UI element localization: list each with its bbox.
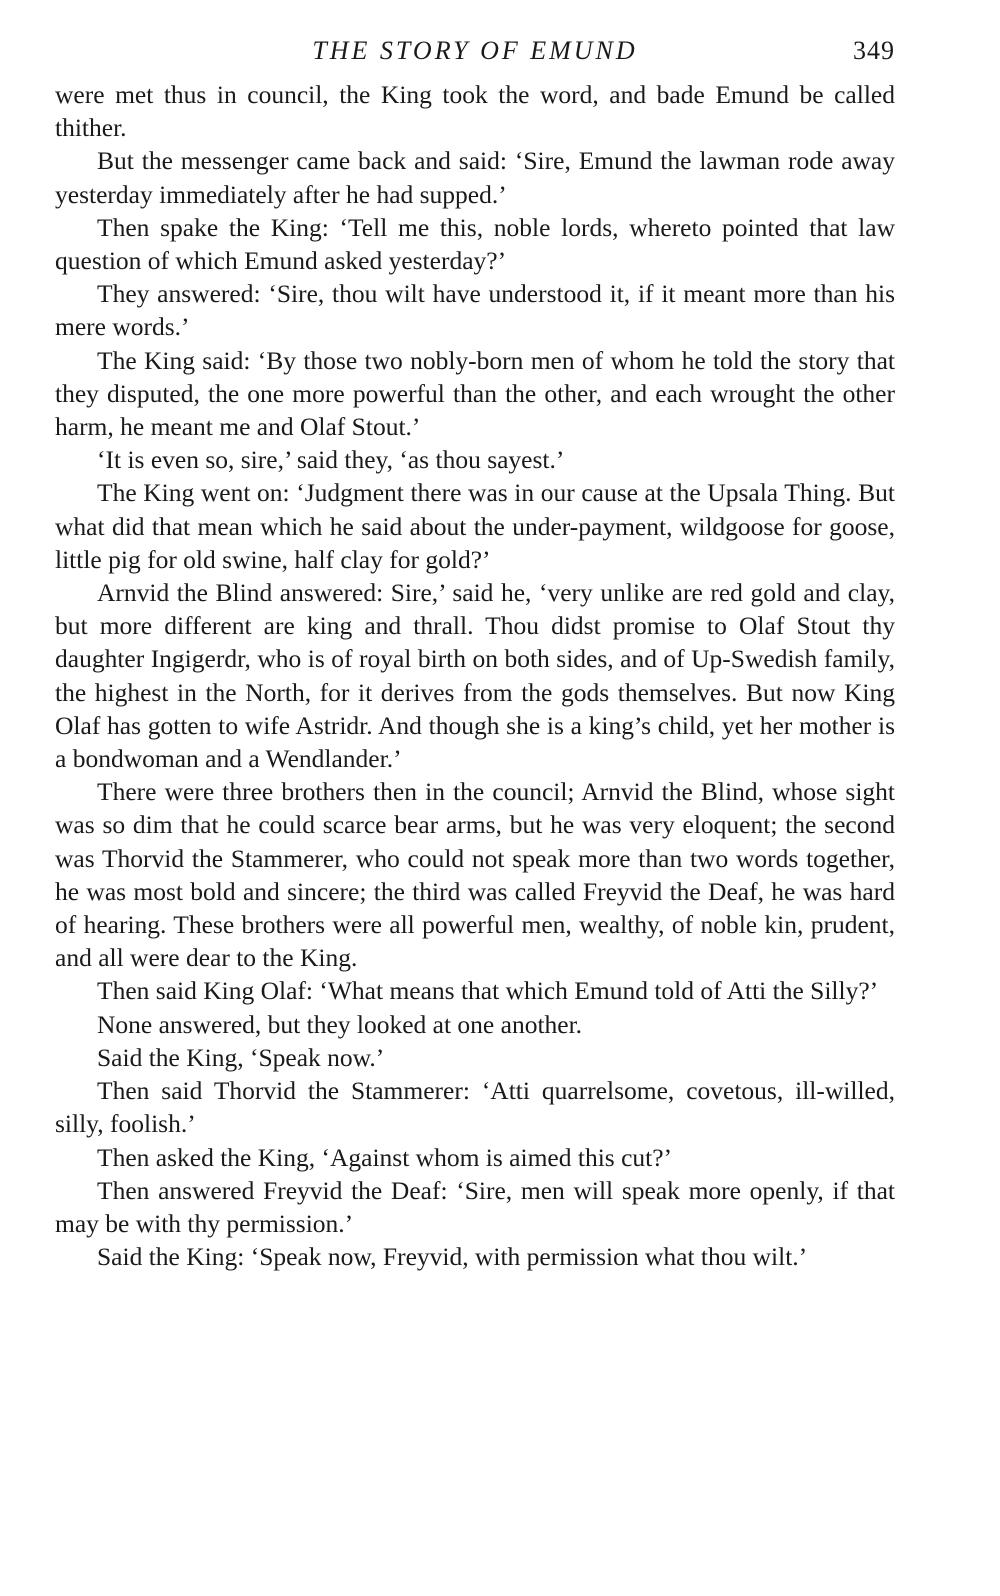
- paragraph: Then spake the King: ‘Tell me this, noble lords, whereto pointed that law question of which Emund asked yesterday?’: [55, 212, 895, 276]
- body-text: [55, 78, 895, 1273]
- paragraph: The King went on: ‘Judgment there was in our cause at the Upsala Thing. But what did that mean which he said about the under-payment, wildgoose for goose, little pig for old swine, half clay for gold?’: [55, 478, 895, 574]
- paragraph: ‘It is even so, sire,’ said they, ‘as thou sayest.’: [97, 445, 565, 475]
- paragraph: Arnvid the Blind answered: Sire,’ said he, ‘very unlike are red gold and clay, but more different are king and thrall. Thou didst promise to Olaf Stout thy daughter Ingigerdr, who is of royal birth on both sides, and of Up-Swedish family, the highest in the North, for it derives from the gods themselves. But now King Olaf has gotten to wife Astridr. And though she is a king’s child, yet her mother is a bondwoman and a Wendlander.’: [55, 578, 895, 774]
- paragraph: Then answered Freyvid the Deaf: ‘Sire, men will speak more openly, if that may be with thy permission.’: [55, 1175, 895, 1238]
- paragraph: Then asked the King, ‘Against whom is aimed this cut?’: [97, 1142, 673, 1172]
- paragraph: The King said: ‘By those two nobly-born men of whom he told the story that they disputed, the one more powerful than the other, and each wrought the other harm, he meant me and Olaf Stout.’: [55, 345, 895, 442]
- page-number: 349: [853, 36, 895, 65]
- book-page: [55, 30, 895, 1273]
- paragraph: Said the King, ‘Speak now.’: [97, 1042, 385, 1072]
- paragraph: None answered, but they looked at one another.: [97, 1009, 583, 1039]
- paragraph: There were three brothers then in the council; Arnvid the Blind, whose sight was so dim that he could scarce bear arms, but he was very eloquent; the second was Thorvid the Stammerer, who could not speak more than two words together, he was most bold and sincere; the third was called Freyvid the Deaf, he was hard of hearing. These brothers were all powerful men, wealthy, of noble kin, prudent, and all were dear to the King.: [55, 777, 895, 973]
- running-title: THE STORY OF EMUND: [312, 36, 638, 65]
- paragraph: Then said Thorvid the Stammerer: ‘Atti quarrelsome, covetous, ill-willed, silly, foolish.’: [55, 1076, 895, 1139]
- paragraph: Then said King Olaf: ‘What means that which Emund told of Atti the Silly?’: [97, 976, 879, 1006]
- paragraph: were met thus in council, the King took the word, and bade Emund be called thither.: [55, 80, 895, 143]
- paragraph: But the messenger came back and said: ‘Sire, Emund the lawman rode away yesterday immediately after he had supped.’: [55, 146, 895, 209]
- paragraph: Said the King: ‘Speak now, Freyvid, with permission what thou wilt.’: [97, 1242, 808, 1272]
- paragraph: They answered: ‘Sire, thou wilt have understood it, if it meant more than his mere words.’: [55, 279, 895, 342]
- running-head: [55, 30, 895, 78]
